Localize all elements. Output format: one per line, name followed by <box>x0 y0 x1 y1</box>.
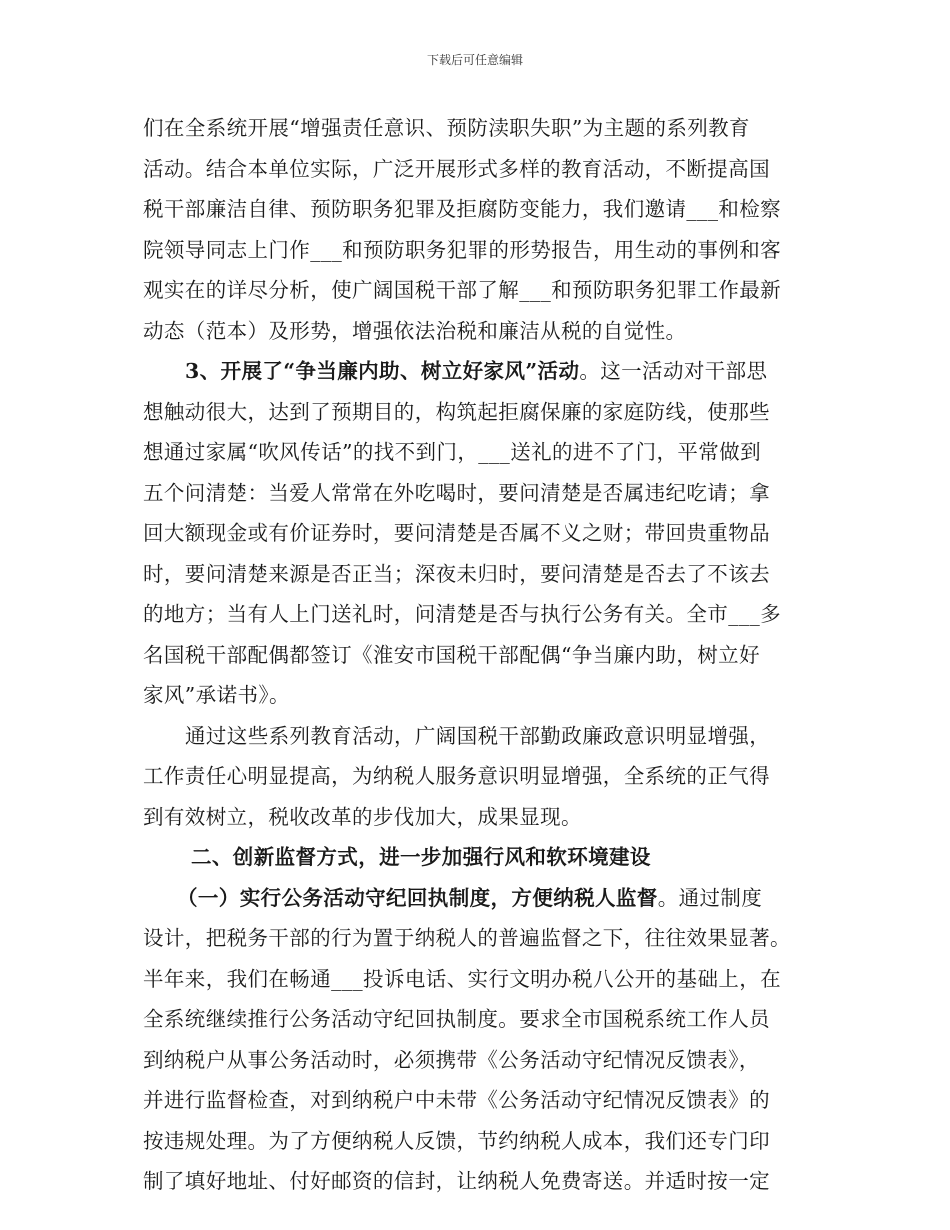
paragraph-line: 工作责任心明显提高，为纳税人服务意识明显增强，全系统的正气得 <box>143 764 770 788</box>
section-heading: 二、创新监督方式，进一步加强行风和软环境建设 <box>191 845 651 869</box>
paragraph-line: 设计，把税务干部的行为置于纳税人的普遍监督之下，往往效果显著。 <box>143 926 791 950</box>
paragraph-line: 并进行监督检查，对到纳税户中未带《公务活动守纪情况反馈表》的 <box>143 1088 770 1112</box>
subsection-heading-line <box>143 351 823 392</box>
paragraph-text: 。这一活动对干部思 <box>579 359 768 383</box>
paragraph-line: 制了填好地址、付好邮资的信封，让纳税人免费寄送。并适时按一定 <box>143 1169 770 1193</box>
subsection-heading-line <box>143 878 823 919</box>
paragraph-line: 到有效树立，税收改革的步伐加大，成果显现。 <box>143 804 582 829</box>
paragraph-line: 回大额现金或有价证券时，要问清楚是否属不义之财；带回贵重物品 <box>143 521 770 545</box>
paragraph-line: 想通过家属“吹风传话”的找不到门，___送礼的进不了门，平常做到 <box>143 440 762 464</box>
paragraph-line: 到纳税户从事公务活动时，必须携带《公务活动守纪情况反馈表》， <box>143 1047 760 1072</box>
paragraph-line: 院领导同志上门作___和预防职务犯罪的形势报告，用生动的事例和客 <box>143 237 782 262</box>
paragraph-line: 动态（范本）及形势，增强依法治税和廉洁从税的自觉性。 <box>143 318 687 343</box>
paragraph-line: 通过这些系列教育活动，广阔国税干部勤政廉政意识明显增强， <box>185 723 771 748</box>
page-header: 下载后可任意编辑 <box>426 53 523 67</box>
paragraph-line: 五个问清楚：当爱人常常在外吃喝时，要问清楚是否属违纪吃请；拿 <box>143 480 770 505</box>
paragraph-text: 。通过制度 <box>657 885 763 910</box>
subsection-heading: （一）实行公务活动守纪回执制度，方便纳税人监督 <box>177 885 658 910</box>
paragraph-line: 名国税干部配偶都签订《淮安市国税干部配偶“争当廉内助，树立好 <box>143 642 760 667</box>
subsection-heading: 3、开展了“争当廉内助、树立好家风”活动 <box>185 359 580 383</box>
paragraph-line: 想触动很大，达到了预期目的，构筑起拒腐保廉的家庭防线，使那些 <box>143 399 770 424</box>
paragraph-line: 半年来，我们在畅通___投诉电话、实行文明办税八公开的基础上，在 <box>143 966 782 991</box>
document-body <box>143 108 823 1202</box>
paragraph-line: 们在全系统开展“增强责任意识、预防渎职失职”为主题的系列教育 <box>143 116 750 140</box>
paragraph-line: 的地方；当有人上门送礼时，问清楚是否与执行公务有关。全市___多 <box>143 602 782 626</box>
paragraph-line: 全系统继续推行公务活动守纪回执制度。要求全市国税系统工作人员 <box>143 1007 770 1031</box>
paragraph-line: 税干部廉洁自律、预防职务犯罪及拒腐防变能力，我们邀请___和检察 <box>143 197 782 221</box>
paragraph-line: 观实在的详尽分析，使广阔国税干部了解___和预防职务犯罪工作最新 <box>143 278 782 302</box>
paragraph-line: 按违规处理。为了方便纳税人反馈，节约纳税人成本，我们还专门印 <box>143 1128 770 1153</box>
paragraph-line: 家风”承诺书》。 <box>143 683 290 707</box>
paragraph-line: 时，要问清楚来源是否正当；深夜未归时，要问清楚是否去了不该去 <box>143 561 770 586</box>
paragraph-line: 活动。结合本单位实际，广泛开展形式多样的教育活动，不断提高国 <box>143 156 770 181</box>
